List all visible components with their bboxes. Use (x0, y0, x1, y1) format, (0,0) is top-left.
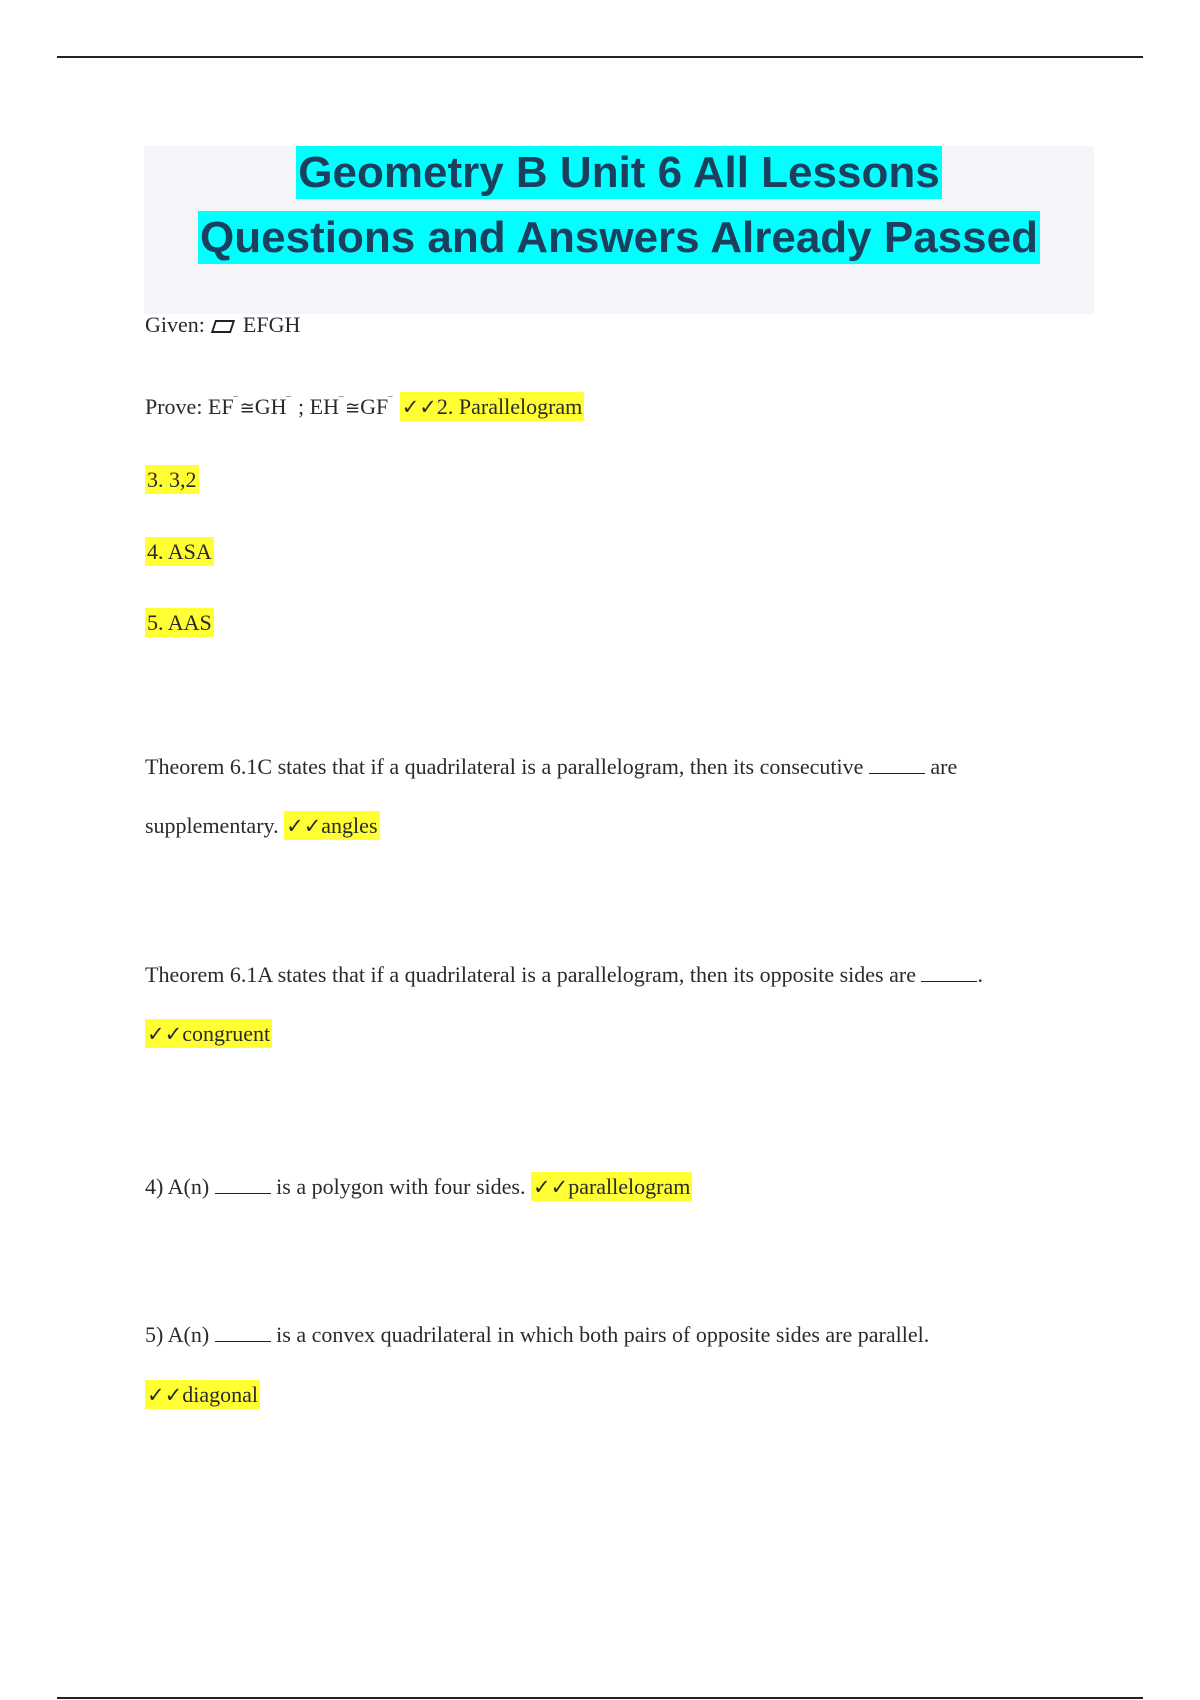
prove-separator: ; (298, 394, 305, 419)
congruent-symbol: ≅ (344, 398, 361, 419)
given-label: Given: (145, 312, 205, 337)
title-banner (144, 146, 1094, 314)
check-marks-icon: ✓✓ (401, 395, 437, 419)
segment-eh: EH (309, 394, 339, 419)
question-prefix: 4) A(n) (145, 1174, 210, 1199)
congruent-symbol: ≅ (239, 398, 255, 419)
question-text: Theorem 6.1A states that if a quadrilateral is a parallelogram, then its opposite sides are (145, 962, 916, 987)
answer-text: angles (321, 813, 378, 838)
top-divider (57, 56, 1143, 58)
segment-bar-mark: ‾ (338, 395, 343, 409)
answer-text: congruent (182, 1021, 271, 1046)
segment-bar-mark: ‾ (286, 395, 291, 409)
answer-blank (215, 1324, 271, 1342)
bottom-divider (57, 1697, 1143, 1699)
step-3 (145, 465, 199, 495)
question-text: is a polygon with four sides. (276, 1174, 526, 1199)
parallelogram-icon (211, 320, 235, 333)
answer-text: diagonal (182, 1382, 258, 1407)
step-answer: 3. 3,2 (147, 467, 197, 492)
question-5-answer (145, 1380, 260, 1410)
answer-highlight (145, 1019, 272, 1048)
segment-gh: GH (254, 394, 287, 419)
segment-bar-mark: ‾ (388, 395, 393, 409)
prove-answer: 2. Parallelogram (436, 394, 583, 419)
check-marks-icon: ✓✓ (147, 1383, 183, 1407)
document-title-line-2: Questions and Answers Already Passed (200, 213, 1038, 262)
question-prefix: 5) A(n) (145, 1322, 210, 1347)
question-text: supplementary. (145, 813, 279, 838)
answer-highlight (531, 1172, 692, 1201)
segment-gf: GF (360, 394, 389, 419)
answer-blank (921, 964, 977, 982)
question-theorem-6-1c (145, 752, 957, 782)
segment-bar-mark: ‾ (233, 395, 238, 409)
prove-statement (145, 387, 584, 424)
question-theorem-6-1c-line2 (145, 811, 380, 841)
step-answer: 5. AAS (147, 610, 212, 635)
segment-ef: EF (207, 394, 234, 419)
question-theorem-6-1a-answer (145, 1019, 272, 1049)
question-text: is a convex quadrilateral in which both pairs of opposite sides are parallel. (276, 1322, 930, 1347)
question-text: Theorem 6.1C states that if a quadrilateral is a parallelogram, then its consecutive (145, 754, 864, 779)
answer-blank (869, 756, 925, 774)
document-title-line-1: Geometry B Unit 6 All Lessons (298, 148, 940, 197)
question-text-end: are (930, 754, 958, 779)
prove-answer-highlight (400, 392, 585, 421)
question-theorem-6-1a (145, 960, 983, 990)
answer-highlight (145, 1380, 260, 1409)
step-4 (145, 537, 214, 567)
step-5 (145, 608, 214, 638)
answer-text: parallelogram (568, 1174, 691, 1199)
question-4 (145, 1172, 692, 1202)
check-marks-icon: ✓✓ (147, 1022, 183, 1046)
answer-blank (215, 1176, 271, 1194)
given-statement (145, 310, 300, 340)
question-text-end: . (977, 962, 983, 987)
given-figure: EFGH (242, 312, 301, 337)
step-answer: 4. ASA (147, 539, 212, 564)
answer-highlight (284, 811, 379, 840)
prove-label: Prove: (145, 394, 203, 419)
check-marks-icon: ✓✓ (286, 814, 322, 838)
check-marks-icon: ✓✓ (532, 1175, 569, 1199)
question-5 (145, 1320, 929, 1350)
